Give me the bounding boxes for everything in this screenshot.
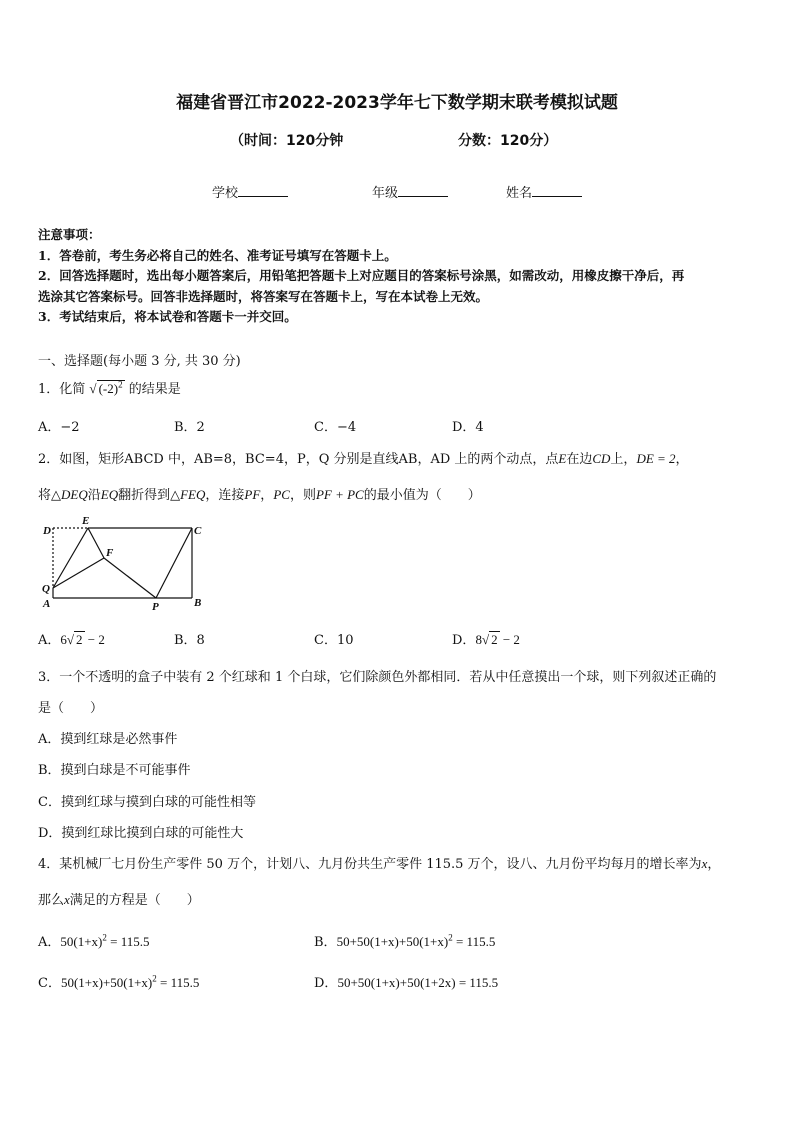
- q4-option-b[interactable]: B．$50+50(1+x)+50(1+x)^2 = 115.5$: [314, 932, 496, 950]
- school-label: 学校: [212, 186, 239, 201]
- question-3-line-1: 3．一个不透明的盒子中装有 2 个红球和 1 个白球，它们除颜色外都相同．若从中任意摸出一个球，则下列叙述正确的: [38, 670, 717, 685]
- q2-option-d[interactable]: D．8√ 2 − 2: [452, 632, 520, 648]
- q1-option-b[interactable]: B．2: [174, 420, 205, 435]
- exam-score: 分数：120分）: [458, 133, 558, 149]
- q3-option-b[interactable]: B．摸到白球是不可能事件: [38, 763, 191, 778]
- label-E: E: [82, 515, 90, 527]
- q1-option-c[interactable]: C．−4: [314, 420, 357, 435]
- grade-field[interactable]: [372, 182, 448, 201]
- q1-option-a[interactable]: A．−2: [38, 420, 80, 435]
- edge-QE: [53, 528, 88, 588]
- page-title: 福建省晋江市2022-2023学年七下数学期末联考模拟试题: [176, 93, 618, 113]
- q3-option-a[interactable]: A．摸到红球是必然事件: [38, 732, 178, 747]
- name-label: 姓名: [506, 186, 533, 201]
- school-field[interactable]: [212, 182, 288, 201]
- q2-option-b[interactable]: B．8: [174, 633, 205, 648]
- notes-heading: 注意事项：: [38, 227, 101, 242]
- question-2-line-1: 2．如图，矩形ABCD 中，AB=8，BC=4，P，Q 分别是直线AB，AD 上的两个动点，点E在边CD上，DE = 2，: [38, 451, 689, 467]
- question-1: 1．化简 √ $(-2)^2$ 的结果是: [38, 379, 181, 397]
- label-A: A: [43, 598, 51, 610]
- q2-option-c[interactable]: C．10: [314, 633, 354, 648]
- q4-option-d[interactable]: D．50+50(1+x)+50(1+2x) = 115.5: [314, 975, 499, 991]
- note-3: 3．考试结束后，将本试卷和答题卡一并交回。: [38, 309, 297, 324]
- question-2-line-2: 将△DEQ沿EQ翻折得到△FEQ，连接PF，PC，则PF + PC的最小值为（ ）: [38, 487, 481, 503]
- q4-option-c[interactable]: C．$50(1+x)+50(1+x)^2 = 115.5$: [38, 973, 200, 991]
- q2-option-a[interactable]: A．6√ 2 − 2: [38, 632, 105, 648]
- label-C: C: [194, 525, 202, 537]
- note-2a: 2．回答选择题时，选出每小题答案后，用铅笔把答题卡上对应题目的答案标号涂黑，如需改动，用橡皮擦干净后，再: [38, 268, 685, 283]
- question-4-line-2: 那么x满足的方程是（ ）: [38, 892, 200, 908]
- label-B: B: [194, 597, 202, 609]
- q3-option-d[interactable]: D．摸到红球比摸到白球的可能性大: [38, 826, 244, 841]
- grade-label: 年级: [372, 186, 399, 201]
- name-field[interactable]: [506, 182, 582, 201]
- question-3-line-2: 是（ ）: [38, 701, 104, 716]
- q4-option-a[interactable]: A．$50(1+x)^2 = 115.5$: [38, 932, 150, 950]
- edge-FP: [104, 558, 156, 598]
- label-D: D: [43, 525, 51, 537]
- question-4-line-1: 4．某机械厂七月份生产零件 50 万个，计划八、九月份共生产零件 115.5 万个，设八、九月份平均每月的增长率为x，: [38, 856, 721, 872]
- exam-time: （时间：120分钟: [230, 133, 344, 149]
- note-2b: 选涂其它答案标号。回答非选择题时，将答案写在答题卡上，写在本试卷上无效。: [38, 289, 489, 304]
- edge-EF: [88, 528, 104, 558]
- q3-option-c[interactable]: C．摸到红球与摸到白球的可能性相等: [38, 795, 256, 810]
- edge-QF: [53, 558, 104, 588]
- section-heading: 一、选择题(每小题 3 分, 共 30 分): [38, 354, 241, 369]
- label-Q: Q: [42, 583, 50, 595]
- edge-PC: [156, 528, 192, 598]
- label-F: F: [106, 547, 114, 559]
- q1-option-d[interactable]: D．4: [452, 420, 484, 435]
- note-1: 1．答卷前，考生务必将自己的姓名、准考证号填写在答题卡上。: [38, 248, 397, 263]
- q2-figure: [36, 512, 216, 614]
- label-P: P: [152, 601, 159, 613]
